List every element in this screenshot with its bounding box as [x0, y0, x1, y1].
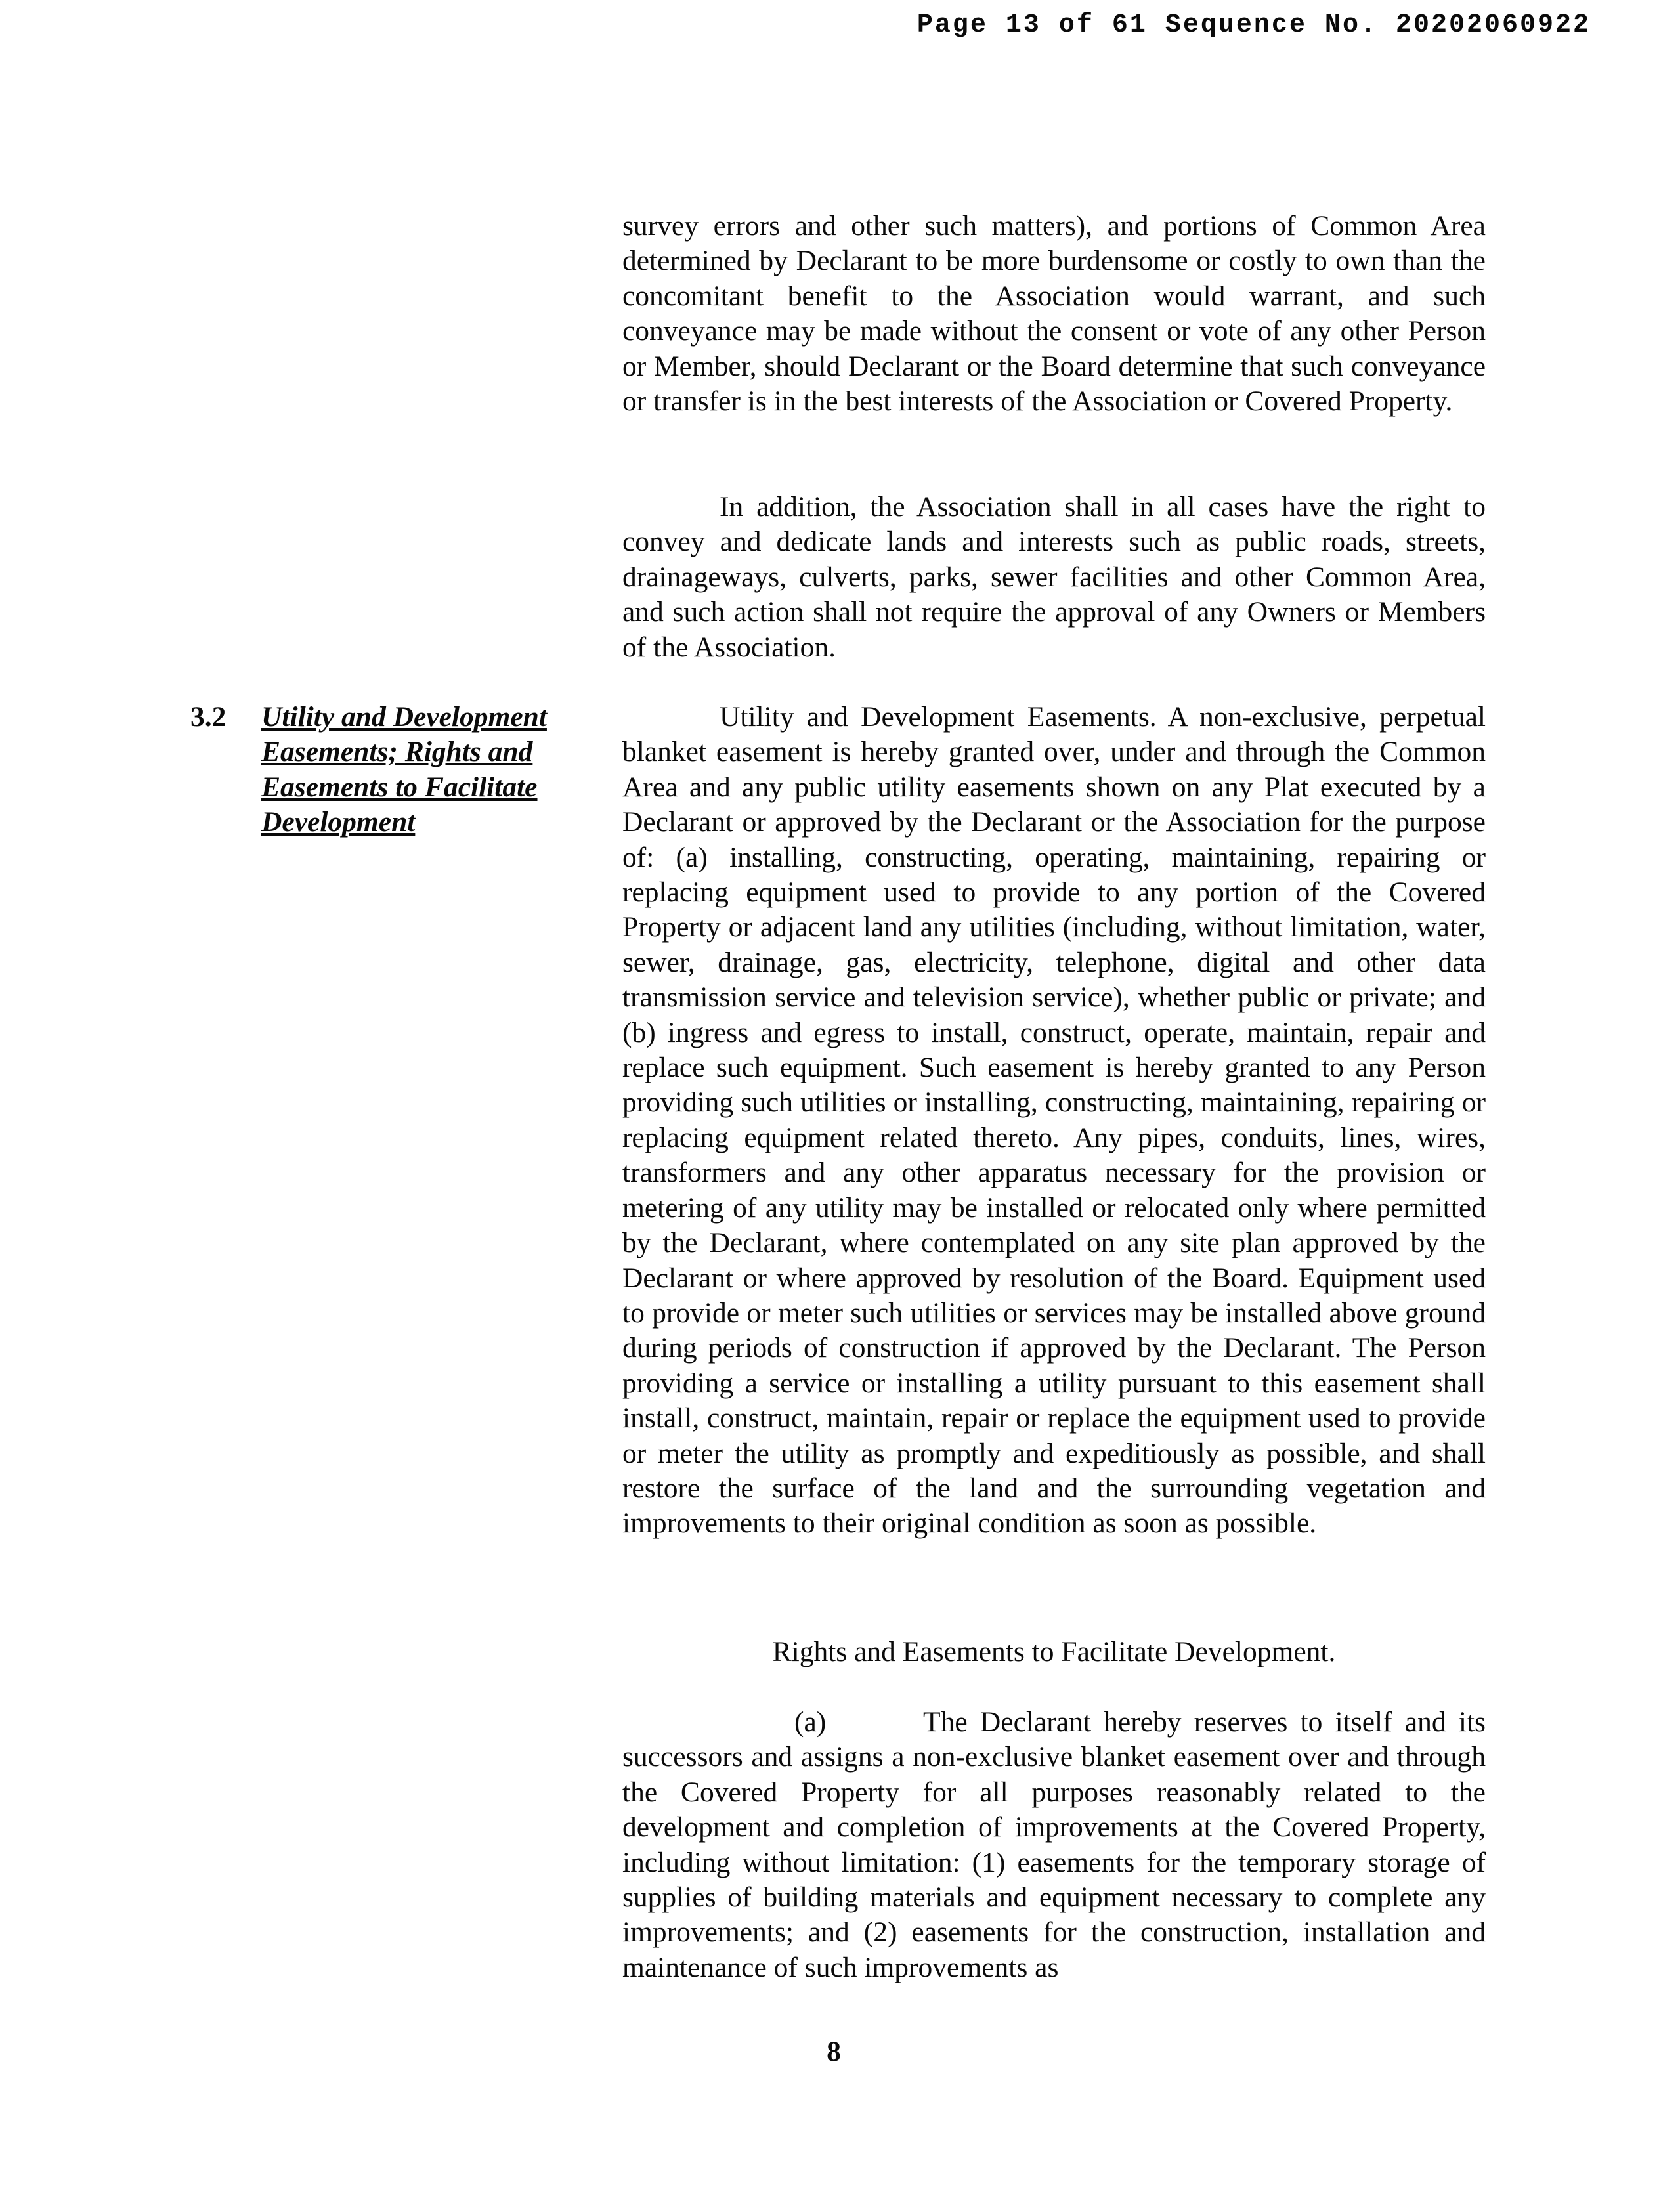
- section-title: [261, 700, 596, 840]
- subheading-facilitate-development: Rights and Easements to Facilitate Development.: [772, 1636, 1336, 1667]
- paragraph-body: The Declarant hereby reserves to itself and its successors and assigns a non-exclusive blanket easement over and through the Covered Property for all purposes reasonably related to the development and completion of improvements at the Covered Property, including without limitation: (1) easements for the temporary storage of supplies of building materials and equipment necessary to complete any improvements; and (2) easements for the construction, installation and maintenance of such improvements as: [622, 1706, 1486, 1983]
- paragraph-text: [622, 1705, 1486, 1985]
- subsection-label: (a): [794, 1706, 827, 1738]
- paragraph-utility-easements: [622, 700, 1486, 1541]
- section-number: 3.2: [190, 701, 226, 733]
- section-title-line: Easements; Rights and: [261, 736, 533, 768]
- section-title-line: Utility and Development: [261, 701, 547, 733]
- page-number: 8: [827, 2036, 841, 2067]
- paragraph-continuation: [622, 209, 1486, 419]
- paragraph-text: survey errors and other such matters), and portions of Common Area determined by Declarant to be more burdensome or costly to own than the concomitant benefit to the Association would warrant, and such conveyance may be made without the consent or vote of any other Person or Member, should Declarant or the Board determine that such conveyance or transfer is in the best interests of the Association or Covered Property.: [622, 210, 1486, 418]
- paragraph-text: Utility and Development Easements. A non-exclusive, perpetual blanket easement is hereby granted over, under and through the Common Area and any public utility easements shown on any Plat executed by a Declarant or approved by the Declarant or the Association for the purpose of: (a) installing, constructing, operating, maintaining, repairing or replacing equipment used to provide to any portion of the Covered Property or adjacent land any utilities (including, without limitation, water, sewer, drainage, gas, electricity, telephone, digital and other data transmission service and television service), whether public or private; and (b) ingress and egress to install, construct, operate, maintain, repair and replace such equipment. Such easement is hereby granted to any Person providing such utilities or installing, constructing, maintaining, repairing or replacing equipment related thereto. Any pipes, conduits, lines, wires, transformers and any other apparatus necessary for the provision or metering of any utility may be installed or relocated only where permitted by the Declarant, where contemplated on any site plan approved by the Declarant or where approved by resolution of the Board. Equipment used to provide or meter such utilities or services may be installed above ground during periods of construction if approved by the Declarant. The Person providing a service or installing a utility pursuant to this easement shall install, construct, maintain, repair or replace the equipment used to provide or meter the utility as promptly and expeditiously as possible, and shall restore the surface of the land and the surrounding vegetation and improvements to their original condition as soon as possible.: [622, 701, 1486, 1539]
- section-title-line: Development: [261, 806, 416, 838]
- page-header: Page 13 of 61 Sequence No. 20202060922: [916, 11, 1591, 40]
- paragraph-text: In addition, the Association shall in all cases have the right to convey and dedicate lands and interests such as public roads, streets, drainageways, culverts, parks, sewer facilities and other Common Area, and such action shall not require the approval of any Owners or Members of the Association.: [622, 491, 1486, 663]
- paragraph-association-rights: [622, 490, 1486, 665]
- section-title-line: Easements to Facilitate: [261, 771, 538, 803]
- paragraph-declarant-reservation: [622, 1705, 1486, 1985]
